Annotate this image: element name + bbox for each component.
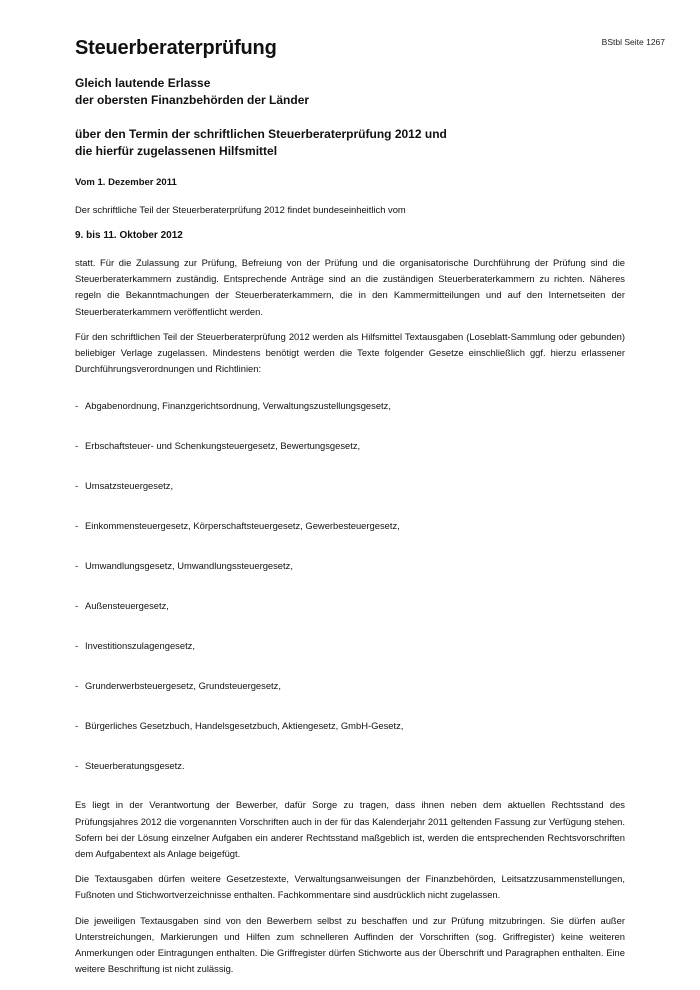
law-name: Umwandlungsgesetz, Umwandlungssteuergesetz, — [85, 560, 293, 572]
intro-paragraph: Der schriftliche Teil der Steuerberaterprüfung 2012 findet bundeseinheitlich vom — [75, 204, 406, 215]
list-dash: - — [75, 680, 79, 692]
law-name: Abgabenordnung, Finanzgerichtsordnung, Verwaltungszustellungsgesetz, — [85, 400, 391, 412]
paragraph-aids: Für den schriftlichen Teil der Steuerberaterprüfung 2012 werden als Hilfsmittel Textausgaben (Loseblatt-Sammlung oder gebunden) beliebiger Verlage zugelassen. Mindestens benötigt werden die Texte folgender Gesetze einschließlich ggf. hierzu erlassener Durchführungsverordnungen und Richtlinien: — [75, 330, 625, 375]
page-reference: BStbl Seite 1267 — [601, 37, 665, 47]
paragraph-responsibility: Es liegt in der Verantwortung der Bewerber, dafür Sorge zu tragen, dass ihnen neben dem aktuellen Rechtsstand des Prüfungsjahres 2012 die vorgenannten Vorschriften auch in der für das Kalenderjahr 2011 geltenden Fassung zur Verfügung stehen. Sofern bei der Lösung einzelner Aufgaben ein anderer Rechtsstand maßgeblich ist, werden die entsprechenden Rechtsvorschriften dem Aufgabentext als Anlage beigefügt. — [75, 799, 625, 860]
law-name: Bürgerliches Gesetzbuch, Handelsgesetzbuch, Aktiengesetz, GmbH-Gesetz, — [85, 720, 404, 732]
law-list-item — [75, 759, 625, 799]
law-name: Erbschaftsteuer- und Schenkungsteuergesetz, Bewertungsgesetz, — [85, 440, 361, 452]
law-name: Außensteuergesetz, — [85, 600, 169, 612]
law-list-item — [75, 679, 625, 719]
list-dash: - — [75, 600, 79, 612]
laws-list — [75, 399, 625, 799]
list-dash: - — [75, 520, 79, 532]
document-topic — [75, 126, 625, 160]
list-dash: - — [75, 720, 79, 732]
law-list-item — [75, 639, 625, 679]
topic-line: über den Termin der schriftlichen Steuerberaterprüfung 2012 und — [75, 127, 447, 141]
list-dash: - — [75, 760, 79, 772]
law-name: Einkommensteuergesetz, Körperschaftsteuergesetz, Gewerbesteuergesetz, — [85, 520, 400, 532]
list-dash: - — [75, 440, 79, 452]
law-name: Investitionszulagengesetz, — [85, 640, 195, 652]
law-list-item — [75, 719, 625, 759]
law-name: Steuerberatungsgesetz. — [85, 760, 185, 772]
subtitle-line: der obersten Finanzbehörden der Länder — [75, 93, 310, 107]
law-list-item — [75, 559, 625, 599]
law-list-item — [75, 479, 625, 519]
list-dash: - — [75, 480, 79, 492]
document-title: Steuerberaterprüfung — [75, 37, 277, 59]
paragraph-contents: Die Textausgaben dürfen weitere Gesetzestexte, Verwaltungsanweisungen der Finanzbehörden, Leitsatzzusammenstellungen, Fußnoten und Stichwortverzeichnisse enthalten. Fachkommentare sind ausdrücklich nicht zugelassen. — [75, 873, 625, 901]
law-list-item — [75, 519, 625, 559]
law-name: Grunderwerbsteuergesetz, Grundsteuergesetz, — [85, 680, 281, 692]
list-dash: - — [75, 640, 79, 652]
list-dash: - — [75, 400, 79, 412]
law-list-item — [75, 439, 625, 479]
list-dash: - — [75, 560, 79, 572]
law-list-item — [75, 399, 625, 439]
exam-dates: 9. bis 11. Oktober 2012 — [75, 230, 183, 241]
law-list-item — [75, 599, 625, 639]
law-name: Umsatzsteuergesetz, — [85, 480, 174, 492]
document-body — [75, 36, 625, 986]
paragraph-admission: statt. Für die Zulassung zur Prüfung, Befreiung von der Prüfung und die organisatorische Durchführung der Prüfung sind die Steuerberaterkammern zuständig. Entsprechende Anträge sind an die zuständigen Steuerberaterkammern zu richten. Näheres regeln die Bekanntmachungen der Steuerberaterkammern, die in den Kammermitteilungen und auf den Internetseiten der Steuerberaterkammern veröffentlicht werden. — [75, 257, 625, 317]
subtitle-line: Gleich lautende Erlasse — [75, 76, 211, 90]
topic-line: die hierfür zugelassenen Hilfsmittel — [75, 144, 278, 158]
document-date: Vom 1. Dezember 2011 — [75, 177, 177, 188]
paragraph-procurement: Die jeweiligen Textausgaben sind von den Bewerbern selbst zu beschaffen und zur Prüfung mitzubringen. Sie dürfen außer Unterstreichungen, Markierungen und Hilfen zum schnelleren Auffinden der Vorschriften (sog. Griffregister) keine weiteren Anmerkungen oder Eintragungen enthalten. Die Griffregister dürfen Stichworte aus der Überschrift und Paragraphen enthalten. Eine weitere Beschriftung ist nicht zulässig. — [75, 914, 625, 975]
document-subtitle — [75, 75, 625, 109]
